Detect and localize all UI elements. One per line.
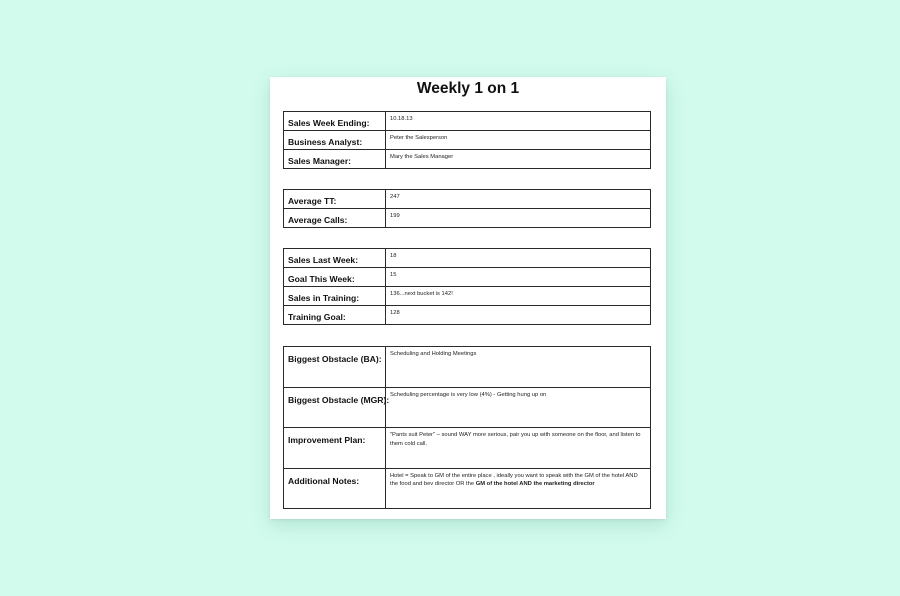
sales-week-ending-value: 10.18.13 bbox=[386, 112, 651, 131]
document-page bbox=[270, 77, 666, 519]
document-title: Weekly 1 on 1 bbox=[416, 80, 520, 97]
business-analyst-value: Peter the Salesperson bbox=[386, 131, 651, 150]
table-row bbox=[284, 287, 651, 306]
obstacle-ba-label: Biggest Obstacle (BA): bbox=[284, 347, 386, 388]
goal-this-week-value: 15 bbox=[386, 268, 651, 287]
table-row bbox=[284, 190, 651, 209]
training-goal-label: Training Goal: bbox=[284, 306, 386, 325]
obstacle-mgr-label: Biggest Obstacle (MGR): bbox=[284, 387, 386, 428]
review-table bbox=[283, 346, 651, 509]
additional-notes-value bbox=[386, 468, 651, 509]
average-tt-label: Average TT: bbox=[284, 190, 386, 209]
training-goal-value: 128 bbox=[386, 306, 651, 325]
obstacle-mgr-value: Scheduling percentage is very low (4%) - Getting hung up on bbox=[386, 387, 651, 428]
table-row bbox=[284, 112, 651, 131]
obstacle-ba-value: Scheduling and Holding Meetings bbox=[386, 347, 651, 388]
table-row bbox=[284, 249, 651, 268]
additional-notes-label: Additional Notes: bbox=[284, 468, 386, 509]
improvement-plan-value: "Pants suit Peter" – sound WAY more serious, pair you up with someone on the floor, and listen to them cold call. bbox=[386, 428, 651, 469]
average-tt-value: 247 bbox=[386, 190, 651, 209]
average-calls-value: 199 bbox=[386, 209, 651, 228]
additional-notes-text: Hotel = Speak to GM of the entire place , ideally you want to speak with the GM of the hotel AND the food and bev director OR the bbox=[390, 472, 638, 487]
sales-table bbox=[283, 248, 651, 325]
table-row bbox=[284, 131, 651, 150]
sales-manager-label: Sales Manager: bbox=[284, 150, 386, 169]
activity-table bbox=[283, 189, 651, 228]
goal-this-week-label: Goal This Week: bbox=[284, 268, 386, 287]
sales-in-training-label: Sales in Training: bbox=[284, 287, 386, 306]
table-row bbox=[284, 347, 651, 388]
table-row bbox=[284, 428, 651, 469]
average-calls-label: Average Calls: bbox=[284, 209, 386, 228]
sales-manager-value: Mary the Sales Manager bbox=[386, 150, 651, 169]
table-row bbox=[284, 306, 651, 325]
sales-week-ending-label: Sales Week Ending: bbox=[284, 112, 386, 131]
improvement-plan-label: Improvement Plan: bbox=[284, 428, 386, 469]
table-row bbox=[284, 387, 651, 428]
additional-notes-bold-text: GM of the hotel AND the marketing director bbox=[475, 481, 595, 487]
table-row bbox=[284, 150, 651, 169]
sales-last-week-value: 18 bbox=[386, 249, 651, 268]
table-row bbox=[284, 209, 651, 228]
sales-in-training-value: 136...next bucket is 142! bbox=[386, 287, 651, 306]
sales-last-week-label: Sales Last Week: bbox=[284, 249, 386, 268]
table-row bbox=[284, 268, 651, 287]
info-table bbox=[283, 111, 651, 169]
table-row bbox=[284, 468, 651, 509]
business-analyst-label: Business Analyst: bbox=[284, 131, 386, 150]
